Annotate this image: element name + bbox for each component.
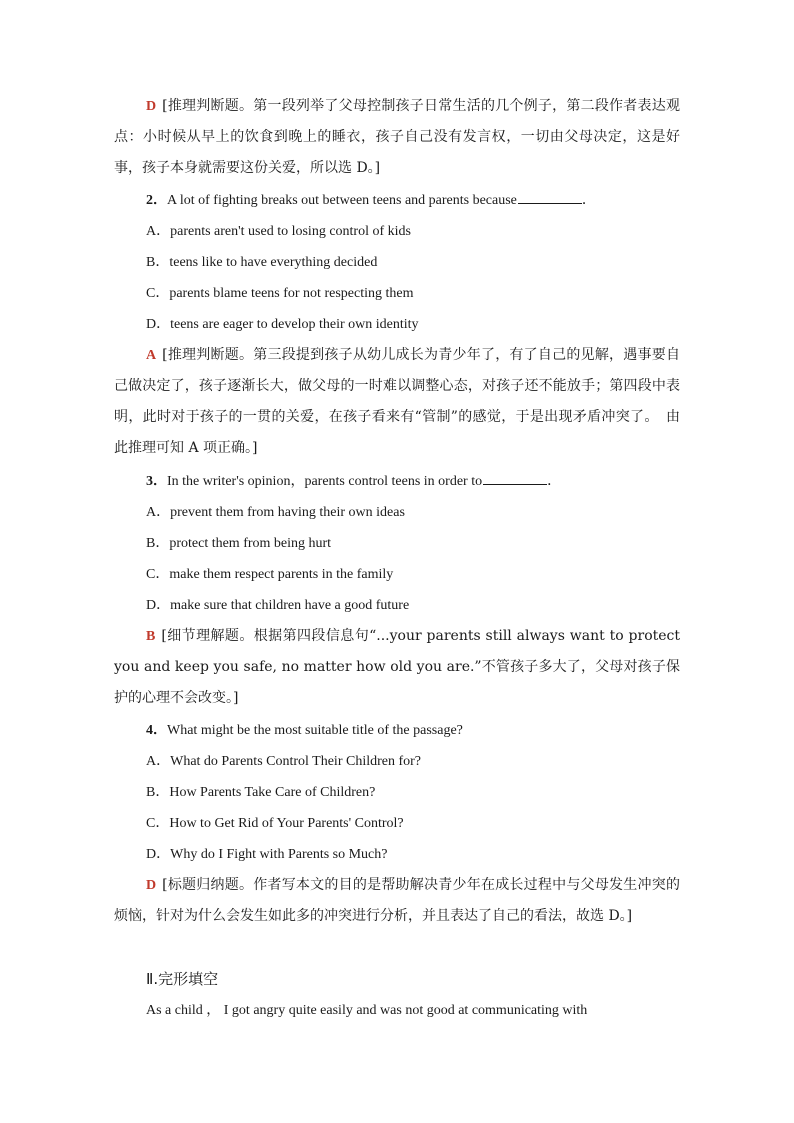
q1-answer-letter: D (146, 99, 157, 114)
section-2-title: Ⅱ.完形填空 (146, 970, 219, 988)
q2-blank (518, 189, 582, 204)
q4-option-c: C．How to Get Rid of Your Parents' Control? (146, 816, 404, 831)
q2-number: 2． (146, 193, 167, 208)
q2-option-c: C．parents blame teens for not respecting them (146, 286, 414, 301)
q3-stem: In the writer's opinion，parents control teens in order to (167, 474, 483, 489)
q3-stem-line (114, 466, 680, 497)
q4-stem: What might be the most suitable title of the passage? (167, 723, 463, 738)
question-2 (114, 185, 680, 464)
question-3 (114, 466, 680, 714)
q4-option-d: D．Why do I Fight with Parents so Much? (146, 847, 388, 862)
q2-answer-letter: A (146, 348, 157, 363)
question-4 (114, 715, 680, 932)
q4-number: 4． (146, 723, 167, 738)
section-2-first-line: As a child ， I got angry quite easily and was not good at communicating with (146, 1003, 588, 1018)
q2-option-b: B．teens like to have everything decided (146, 255, 378, 270)
section-2 (114, 964, 680, 1026)
q4-stem-line (114, 715, 680, 746)
q4-answer-explanation: [标题归纳题。作者写本文的目的是帮助解决青少年在成长过程中与父母发生冲突的烦恼，针对为什么会发生如此多的冲突进行分析，并且表达了自己的看法，故选 D。] (114, 877, 680, 924)
q3-stem-end: ． (547, 474, 562, 489)
q2-stem-end: ． (581, 193, 596, 208)
q3-option-a: A．prevent them from having their own ideas (146, 505, 405, 520)
q4-option-a: A．What do Parents Control Their Children for? (146, 754, 422, 769)
q2-stem: A lot of fighting breaks out between teens and parents because (167, 193, 517, 208)
q1-answer-block (114, 91, 680, 184)
q3-option-c: C．make them respect parents in the family (146, 567, 394, 582)
q3-blank (483, 470, 547, 485)
q3-option-b: B．protect them from being hurt (146, 536, 332, 551)
q3-number: 3． (146, 474, 167, 489)
q2-answer-explanation: [推理判断题。第三段提到孩子从幼儿成长为青少年了，有了自己的见解，遇事要自己做决定了，孩子逐渐长大，做父母的一时难以调整心态，对孩子还不能放手；第四段中表明，此时对于孩子的一贯的关爱，在孩子看来有“管制”的感觉，于是出现矛盾冲突了。 由此推理可知 A 项正确。] (114, 347, 680, 456)
q1-answer-paragraph (114, 91, 680, 184)
q2-stem-line (114, 185, 680, 216)
q3-answer-letter: B (146, 629, 156, 644)
q4-answer-paragraph (114, 870, 680, 932)
q2-option-d: D．teens are eager to develop their own identity (146, 317, 419, 332)
q4-option-b: B．How Parents Take Care of Children? (146, 785, 376, 800)
q3-answer-explanation: [细节理解题。根据第四段信息句“...your parents still always want to protect you and keep you safe, no matter how old you are.”不管孩子多大了，父母对孩子保护的心理不会改变。] (114, 628, 680, 706)
q1-answer-explanation: [推理判断题。第一段列举了父母控制孩子日常生活的几个例子，第二段作者表达观点：小时候从早上的饮食到晚上的睡衣，孩子自己没有发言权，一切由父母决定，这是好事，孩子本身就需要这份关爱，所以选 D。] (114, 98, 680, 176)
q2-answer-paragraph (114, 340, 680, 464)
q3-option-d: D．make sure that children have a good future (146, 598, 410, 613)
q4-answer-letter: D (146, 878, 157, 893)
q2-option-a: A．parents aren't used to losing control of kids (146, 224, 411, 239)
q3-answer-paragraph (114, 621, 680, 714)
